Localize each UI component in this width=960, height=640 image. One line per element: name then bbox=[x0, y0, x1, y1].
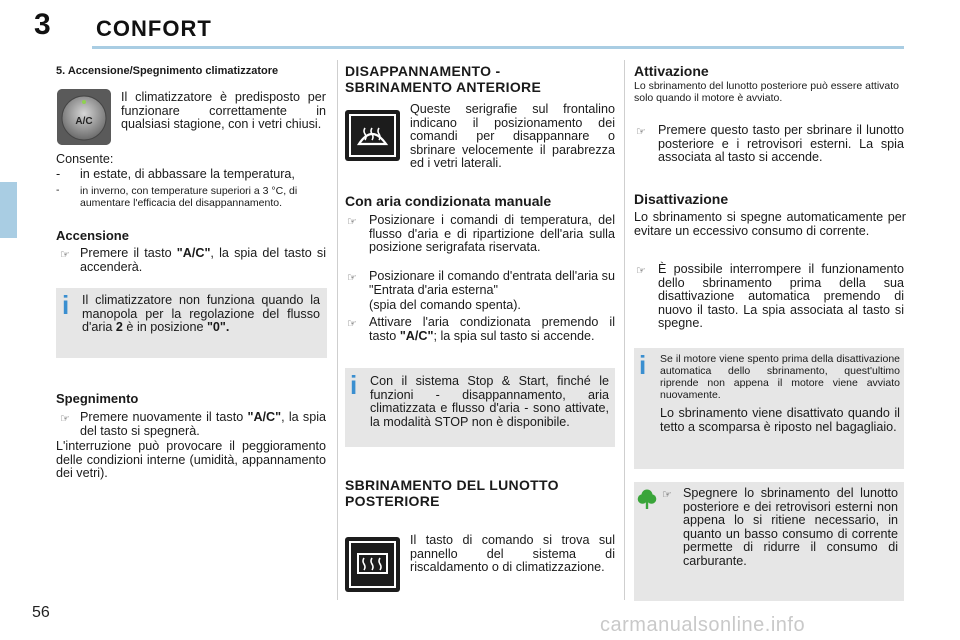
rear-defrost-image bbox=[345, 537, 400, 592]
chapter-number: 3 bbox=[34, 8, 51, 41]
info-text: Lo sbrinamento viene disattivato quando il tetto a scomparsa è riposto nel bagagliaio. bbox=[660, 406, 900, 434]
attivazione-title: Attivazione bbox=[634, 63, 709, 79]
hand-pointer-icon: ☞ bbox=[60, 413, 70, 425]
watermark: carmanualsonline.info bbox=[600, 614, 806, 636]
interruzione-text: L'interruzione può provocare il peggioramento delle condizioni interne (umidità, appannamento dei vetri). bbox=[56, 439, 326, 480]
disattivazione-intro: Lo sbrinamento si spegne automaticamente per evitare un eccessivo consumo di corrente. bbox=[634, 210, 906, 238]
info-text: Se il motore viene spento prima della disattivazione automatica dello sbrinamento, quest'ultimo riprende non appena il motore viene avviato nuovamente. bbox=[660, 353, 900, 401]
ac-button-image bbox=[57, 89, 111, 145]
intro-text: Il climatizzatore è predisposto per funzionare correttamente in qualsiasi stagione, con i vetri chiusi. bbox=[121, 90, 326, 131]
header-rule bbox=[92, 46, 904, 49]
ac-button-icon bbox=[57, 89, 111, 145]
column-divider bbox=[337, 60, 338, 600]
chapter-title: CONFORT bbox=[96, 16, 212, 41]
info-icon: i bbox=[639, 350, 647, 380]
bullet-text: Attivare l'aria condizionata premendo il tasto "A/C"; la spia sul tasto si accende. bbox=[369, 315, 615, 343]
rear-defrost-icon bbox=[345, 537, 400, 592]
list-item: in inverno, con temperature superiori a 3 °C, di aumentare l'efficacia del disappannamento. bbox=[80, 185, 298, 209]
page-number: 56 bbox=[32, 604, 50, 621]
eco-text: Spegnere lo sbrinamento del lunotto posteriore e dei retrovisori esterni non appena lo si ritiene necessario, in quanto un basso consumo di corrente permette di ridurre il consumo di carburante. bbox=[683, 486, 898, 568]
disattivazione-title: Disattivazione bbox=[634, 191, 729, 207]
spegnimento-title: Spegnimento bbox=[56, 391, 139, 406]
bullet-text: Posizionare i comandi di temperatura, del flusso d'aria e di ripartizione dell'aria sulla posizione serigrafata riservata. bbox=[369, 213, 615, 254]
section-title: 5. Accensione/Spegnimento climatizzatore bbox=[56, 65, 279, 77]
hand-pointer-icon: ☞ bbox=[636, 126, 646, 138]
dash: - bbox=[56, 167, 61, 181]
accensione-title: Accensione bbox=[56, 228, 129, 243]
chapter-side-tab bbox=[0, 182, 17, 238]
info-icon: i bbox=[62, 290, 70, 320]
attivazione-bullet: Premere questo tasto per sbrinare il lunotto posteriore e i retrovisori esterni. La spia associata al tasto si accende. bbox=[658, 123, 904, 164]
accensione-text: Premere il tasto "A/C", la spia del tasto si accenderà. bbox=[80, 246, 327, 274]
list-item: in estate, di abbassare la temperatura, bbox=[80, 167, 295, 181]
hand-pointer-icon: ☞ bbox=[347, 272, 357, 284]
svg-text:A/C: A/C bbox=[75, 116, 93, 127]
spia-note: (spia del comando spenta). bbox=[369, 298, 521, 312]
spegnimento-text: Premere nuovamente il tasto "A/C", la spia del tasto si spegnerà. bbox=[80, 410, 326, 438]
front-defrost-image bbox=[345, 110, 400, 161]
attivazione-intro: Lo sbrinamento del lunotto posteriore può essere attivato solo quando il motore è avviato. bbox=[634, 80, 899, 104]
rear-defrost-text: Il tasto di comando si trova sul pannello del sistema di riscaldamento o di climatizzazione. bbox=[410, 533, 615, 574]
front-defrost-intro: Queste serigrafie sul frontalino indicano il posizionamento dei comandi per disappannare o sbrinare velocemente il parabrezza ed i vetri laterali. bbox=[410, 102, 615, 170]
column-divider bbox=[624, 60, 625, 600]
hand-pointer-icon: ☞ bbox=[636, 265, 646, 277]
hand-pointer-icon: ☞ bbox=[347, 318, 357, 330]
hand-pointer-icon: ☞ bbox=[60, 249, 70, 261]
hand-pointer-icon: ☞ bbox=[662, 489, 672, 501]
info-icon: i bbox=[350, 370, 358, 400]
disattivazione-bullet: È possibile interrompere il funzionamento dello sbrinamento prima della sua disattivazione automatica premendo di nuovo il tasto. La spia associata al tasto si spegne. bbox=[658, 262, 904, 330]
section-heading: DISAPPANNAMENTO - SBRINAMENTO ANTERIORE bbox=[345, 63, 542, 95]
hand-pointer-icon: ☞ bbox=[347, 216, 357, 228]
info-text: Con il sistema Stop & Start, finché le funzioni - disappannamento, aria climatizzata e flusso d'aria - sono attivate, la modalità STOP non è disponibile. bbox=[370, 374, 609, 429]
consente-label: Consente: bbox=[56, 152, 114, 166]
dash: - bbox=[56, 184, 60, 196]
front-defrost-icon bbox=[345, 110, 400, 161]
eco-tree-icon bbox=[637, 488, 657, 515]
bullet-text: Posizionare il comando d'entrata dell'aria su "Entrata d'aria esterna" bbox=[369, 269, 615, 297]
manual-ac-title: Con aria condizionata manuale bbox=[345, 193, 552, 209]
info-text: Il climatizzatore non funziona quando la manopola per la regolazione del flusso d'aria 2 è in posizione "0". bbox=[82, 293, 320, 334]
section-heading: SBRINAMENTO DEL LUNOTTO POSTERIORE bbox=[345, 477, 559, 509]
